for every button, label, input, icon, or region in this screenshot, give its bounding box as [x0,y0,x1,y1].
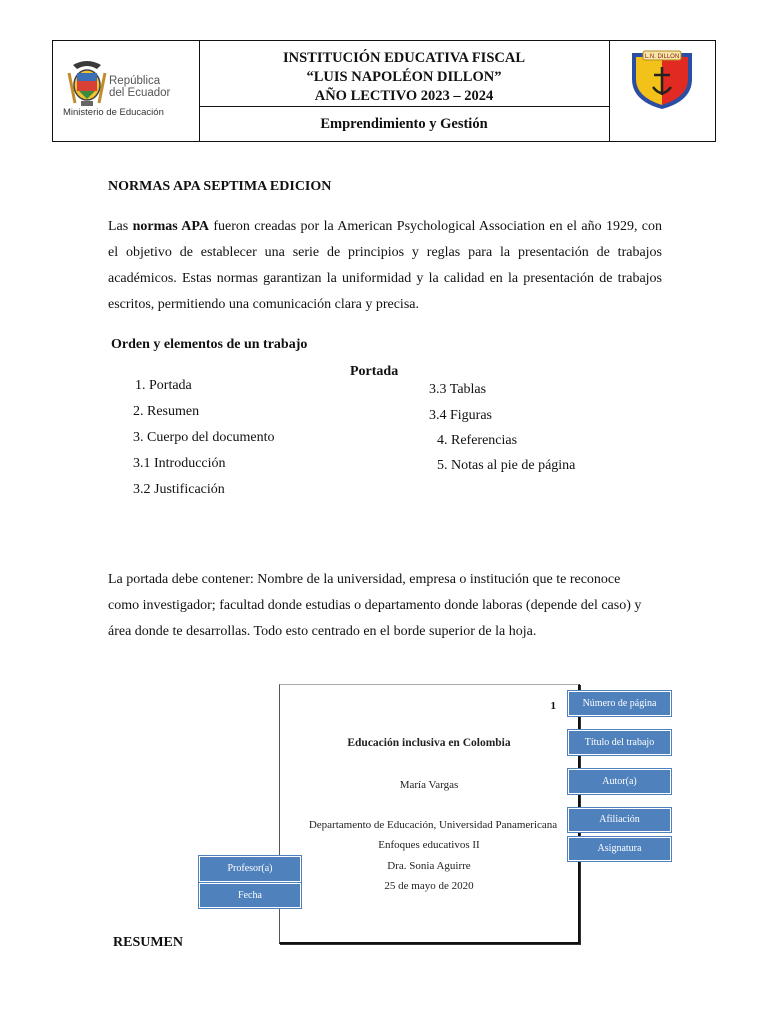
list-item: 5. Notas al pie de página [437,458,576,473]
list-item: 4. Referencias [437,433,518,448]
label-date: Fecha [199,883,301,908]
school-year: AÑO LECTIVO 2023 – 2024 [314,88,494,104]
institution-name: INSTITUCIÓN EDUCATIVA FISCAL [283,50,525,66]
page-number: 1 [550,700,556,712]
cover-page-example [279,684,580,944]
ministry-name: Ministerio de Educación [63,107,164,118]
header-title-cell [199,41,610,141]
cover-author: María Vargas [399,779,459,791]
intro-bold: normas APA [132,219,209,234]
label-course: Asignatura [568,837,671,861]
header-logo-cell [53,41,200,141]
country-name-line2: del Ecuador [109,87,171,99]
intro-paragraph [108,214,662,318]
intro-pre: Las [108,219,133,234]
cover-affiliation: Departamento de Educación, Universidad Panamericana [308,819,558,831]
label-author: Autor(a) [568,769,671,794]
section-title: Orden y elementos de un trabajo [111,337,308,352]
portada-paragraph: La portada debe contener: Nombre de la universidad, empresa o institución que te reconoce como investigador; facultad donde estudias o departamento donde laboras (depende del caso) y área donde te desarrollas. Todo esto centrado en el borde superior de la hoja. [108,572,642,639]
list-item: 3. Cuerpo del documento [133,430,275,445]
label-affiliation: Afiliación [568,808,671,832]
cover-date: 25 de mayo de 2020 [384,880,474,892]
label-professor: Profesor(a) [199,856,301,882]
cover-course: Enfoques educativos II [378,839,480,851]
shield-banner-text: L.N. DILLON [644,54,680,60]
portada-label: Portada [350,364,399,379]
ecuador-coat-of-arms-icon [67,59,107,107]
header-shield-cell [609,41,715,141]
subject-title: Emprendimiento y Gestión [320,116,488,132]
list-item: 3.4 Figuras [429,408,492,423]
country-name-line1: República [109,75,161,87]
cover-professor: Dra. Sonia Aguirre [387,860,471,872]
label-page-number: Número de página [568,691,671,716]
cover-title: Educación inclusiva en Colombia [347,737,511,749]
document-header [52,40,716,142]
list-item: 3.3 Tablas [429,382,487,397]
resumen-heading: RESUMEN [113,935,184,950]
list-item: 3.1 Introducción [133,456,226,471]
list-item: 3.2 Justificación [133,482,225,497]
list-item: 1. Portada [135,378,192,393]
list-item: 2. Resumen [133,404,200,419]
label-title: Título del trabajo [568,730,671,755]
intro-rest: fueron creadas por la American Psychological Association en el año 1929, con el objetivo de establecer una serie de principios y reglas para la presentación de trabajos académicos. Estas normas garantizan la uniformidad y la calidad en la presentación de trabajos escritos, permitiendo una comunicación clara y precisa. [108,219,663,312]
school-shield-icon [629,49,695,111]
document-heading: NORMAS APA SEPTIMA EDICION [108,179,332,194]
institution-subname: “LUIS NAPOLÉON DILLON” [306,69,502,85]
